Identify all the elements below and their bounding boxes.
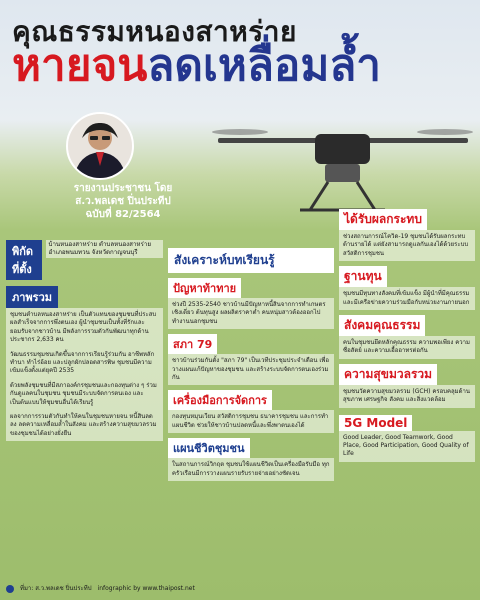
section-impact-text: ช่วงสถานการณ์โควิด-19 ชุมชนได้รับผลกระทบด้านรายได้ แต่ยังสามารถดูแลกันเองได้ด้วยระบบสวัสดิการชุมชน	[339, 230, 475, 261]
section-impact	[339, 208, 475, 261]
page-title-line1: คุณธรรมหนองสาหร่าย	[12, 15, 297, 48]
overview-paragraph-4: ผลจากการรวมตัวกันทำให้คนในชุมชนหายจน หนี้สินลดลง ลดความเหลื่อมล้ำในสังคม และสร้างความสุขมวลรวมของชุมชนได้อย่างยั่งยืน	[6, 410, 163, 441]
footer-credit: infographic by www.thaipost.net	[97, 585, 195, 592]
overview-paragraph-1: ชุมชนตำบลหนองสาหร่าย เป็นตัวแทนของชุมชนที่ประสบผลสำเร็จจากการพึ่งตนเอง ผู้นำชุมชนเป็นทั้งที่รักและยอมรับจากชาวบ้าน มีพลังการรวมตัวกันพัฒนาทุกด้าน ประชากร 2,633 คน	[6, 308, 163, 348]
section-tools-text: กองทุนหมุนเวียน สวัสดิการชุมชน ธนาคารชุมชน และการทำแผนชีวิต ช่วยให้ชาวบ้านปลดหนี้และพึ่งพาตนเองได้	[168, 410, 334, 433]
header	[0, 0, 480, 120]
section-virtue	[339, 314, 475, 359]
section-council-title: สภา 79	[168, 334, 217, 354]
section-virtue-text: คนในชุมชนยึดหลักคุณธรรม ความพอเพียง ความซื่อสัตย์ และความเอื้ออาทรต่อกัน	[339, 336, 475, 359]
section-virtue-title: สังคมคุณธรรม	[339, 315, 425, 336]
section-tools-title: เครื่องมือการจัดการ	[168, 390, 272, 410]
author-photo	[66, 112, 134, 180]
section-life-plan-title: แผนชีวิตชุมชน	[168, 438, 250, 458]
section-capital	[339, 265, 475, 310]
drone-image	[210, 110, 475, 220]
section-tools	[168, 389, 334, 433]
section-life-plan	[168, 437, 334, 481]
facebook-icon	[6, 585, 14, 593]
section-challenge	[168, 277, 334, 329]
section-life-plan-text: ในสถานการณ์วิกฤต ชุมชนใช้แผนชีวิตเป็นเครื่องมือรับมือ ทุกครัวเรือนมีการวางแผนรายรับรายจ่ายอย่างชัดเจน	[168, 458, 334, 481]
title-blue-part: ลดเหลื่อมล้ำ	[147, 40, 382, 91]
byline	[48, 182, 198, 221]
location-label: พิกัดที่ตั้ง	[6, 240, 42, 280]
byline-line3: ฉบับที่ 82/2564	[85, 209, 161, 220]
section-challenge-title: ปัญหาท้าทาย	[168, 278, 241, 298]
footer	[0, 578, 480, 600]
section-happiness-title: ความสุขมวลรวม	[339, 364, 437, 385]
overview-block	[6, 286, 163, 441]
footer-source: ที่มา: ส.ว.พลเดช ปิ่นประทีป	[20, 585, 92, 592]
section-challenge-text: ช่วงปี 2535-2540 ชาวบ้านมีปัญหาหนี้สินจากการทำเกษตรเชิงเดี่ยว ต้นทุนสูง ผลผลิตราคาต่ำ คนหนุ่มสาวต้องออกไปทำงานนอกชุมชน	[168, 298, 334, 329]
right-column	[339, 208, 475, 466]
section-happiness	[339, 363, 475, 408]
overview-paragraph-2: วัฒนธรรมชุมชนเกิดขึ้นจากการเรียนรู้ร่วมกัน อาชีพหลักทำนา ทำไร่อ้อย และปลูกผักปลอดสารพิษ ชุมชนมีความเข้มแข็งตั้งแต่ยุคปี 2535	[6, 348, 163, 379]
section-capital-text: ชุมชนมีทุนทางสังคมที่เข้มแข็ง มีผู้นำที่มีคุณธรรม และมีเครือข่ายความร่วมมือกับหน่วยงานภายนอก	[339, 287, 475, 310]
section-5g-model-text: Good Leader, Good Teamwork, Good Place, Good Participation, Good Quality of Life	[339, 431, 475, 462]
section-capital-title: ฐานทุน	[339, 266, 387, 287]
overview-paragraph-3: ด้วยพลังชุมชนที่มีสภาองค์กรชุมชนและกองทุนต่าง ๆ ร่วมกันดูแลคนในชุมชน ชุมชนมีระบบจัดการตนเอง และเป็นต้นแบบให้ชุมชนอื่นได้เรียนรู้	[6, 379, 163, 410]
byline-line2: ส.ว.พลเดช ปิ่นประทีป	[75, 196, 171, 207]
title-red-part: หายจน	[12, 40, 148, 91]
location-block	[6, 240, 163, 280]
location-text: บ้านหนองสาหร่าย ตำบลหนองสาหร่าย อำเภอพนมทวน จังหวัดกาญจนบุรี	[46, 240, 163, 258]
section-impact-title: ได้รับผลกระทบ	[339, 209, 427, 230]
overview-label: ภาพรวม	[6, 286, 58, 308]
section-council	[168, 333, 334, 385]
section-happiness-text: ชุมชนวัดความสุขมวลรวม (GCH) ครอบคลุมด้านสุขภาพ เศรษฐกิจ สังคม และสิ่งแวดล้อม	[339, 385, 475, 408]
person-icon	[68, 114, 132, 178]
page-title-line2	[12, 40, 382, 91]
middle-column	[168, 248, 334, 485]
left-column	[6, 240, 163, 441]
section-council-text: ชาวบ้านร่วมกันตั้ง "สภา 79" เป็นเวทีประชุมประจำเดือน เพื่อวางแผนแก้ปัญหาของชุมชน และสร้างระบบจัดการตนเองร่วมกัน	[168, 354, 334, 385]
section-5g-model-title: 5G Model	[339, 415, 412, 431]
byline-line1: รายงานประชาชน โดย	[73, 183, 173, 194]
section-5g-model	[339, 412, 475, 462]
synthesis-heading: สังเคราะห์บทเรียนรู้	[168, 248, 334, 273]
